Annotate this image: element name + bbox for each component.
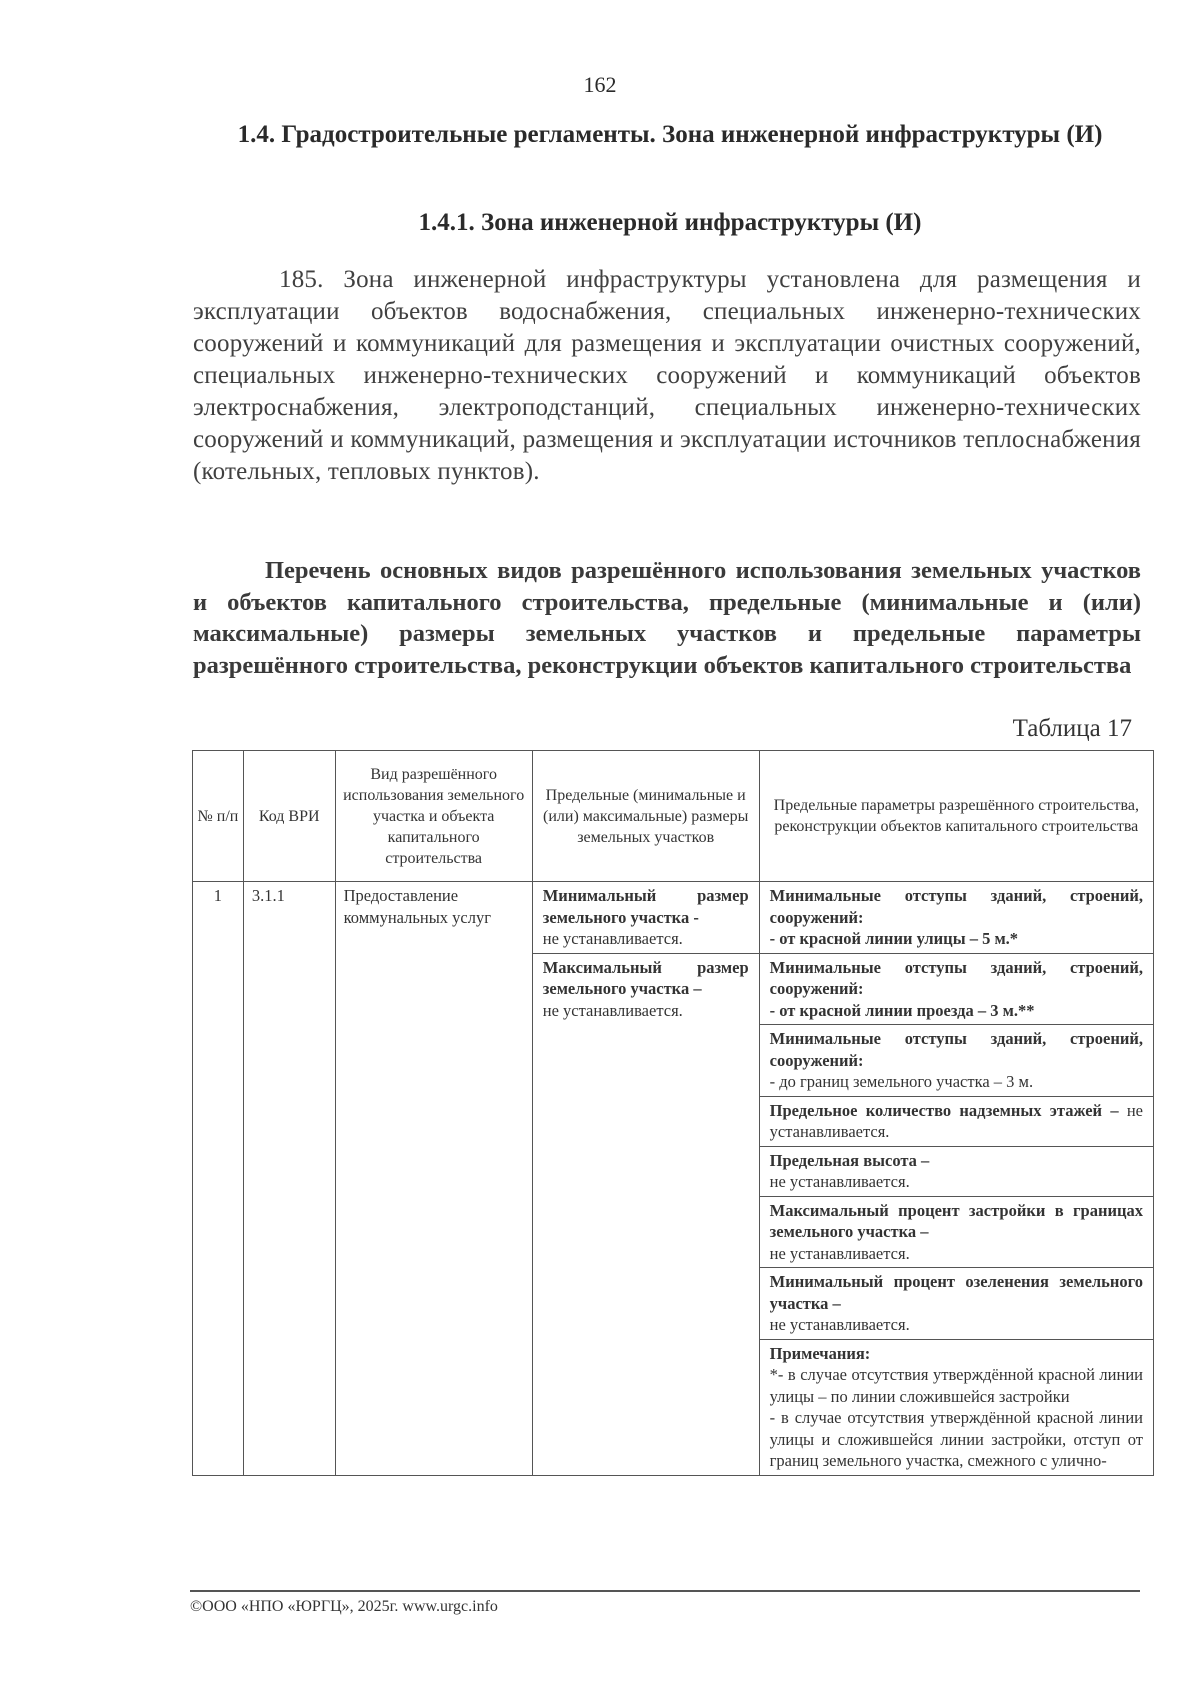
param-block-height bbox=[760, 1147, 1153, 1197]
params-cell bbox=[759, 882, 1153, 1476]
param-block-boundary bbox=[760, 1025, 1153, 1097]
param-label: Предельная высота – bbox=[769, 1150, 930, 1170]
param-block-floors bbox=[760, 1097, 1153, 1147]
param-label: Минимальный процент озеленения земельного участка – bbox=[769, 1272, 1143, 1313]
section-heading: 1.4. Градостроительные регламенты. Зона инженерной инфраструктуры (И) bbox=[237, 121, 1103, 148]
param-block-street bbox=[760, 882, 1153, 954]
table-header-row bbox=[193, 751, 1154, 882]
param-label: Минимальные отступы зданий, строений, сооружений: bbox=[769, 957, 1143, 998]
row-num: 1 bbox=[193, 882, 244, 1476]
table-caption: Таблица 17 bbox=[1012, 715, 1132, 742]
size-max-value: не устанавливается. bbox=[542, 1000, 683, 1020]
row-code: 3.1.1 bbox=[243, 882, 335, 1476]
subsection-heading: 1.4.1. Зона инженерной инфраструктуры (И) bbox=[418, 209, 922, 236]
param-block-coverage bbox=[760, 1197, 1153, 1269]
notes-text-1: *- в случае отсутствия утверждённой красной линии улицы – по линии сложившейся застройки bbox=[769, 1365, 1143, 1406]
header-params: Предельные параметры разрешённого строительства, реконструкции объектов капитального строительства bbox=[759, 751, 1153, 882]
param-value: - от красной линии проезда – 3 м.** bbox=[769, 1000, 1035, 1020]
size-max-label: Максимальный размер земельного участка – bbox=[542, 957, 749, 998]
size-min-label: Минимальный размер земельного участка - bbox=[542, 886, 749, 927]
param-value: не устанавливается. bbox=[769, 1100, 1143, 1141]
list-title: Перечень основных видов разрешённого использования земельных участков и объектов капитального строительства, предельные (минимальные и (или) максимальные) размеры земельных участков и предельные параметры разрешённого строительства, реконструкции объектов капитального строительства bbox=[193, 557, 1141, 679]
param-block-notes bbox=[760, 1340, 1153, 1475]
header-code: Код ВРИ bbox=[243, 751, 335, 882]
size-cell bbox=[532, 882, 759, 1476]
header-kind: Вид разрешённого использования земельного участка и объекта капитального строительства bbox=[335, 751, 532, 882]
param-block-passage bbox=[760, 954, 1153, 1026]
param-block-greening bbox=[760, 1268, 1153, 1340]
zone-description-paragraph: 185. Зона инженерной инфраструктуры установлена для размещения и эксплуатации объектов водоснабжения, специальных инженерно-технических сооружений и коммуникаций для размещения и эксплуатации очистных сооружений, специальных инженерно-технических сооружений и коммуникаций объектов электроснабжения, электроподстанций, специальных инженерно-технических сооружений и коммуникаций, размещения и эксплуатации источников теплоснабжения (котельных, тепловых пунктов). bbox=[193, 266, 1141, 485]
footer-divider bbox=[190, 1590, 1140, 1592]
param-label: Предельное количество надземных этажей – bbox=[769, 1100, 1119, 1120]
page-number: 162 bbox=[583, 72, 617, 97]
size-block-max bbox=[533, 954, 759, 1025]
param-value: - от красной линии улицы – 5 м.* bbox=[769, 929, 1019, 948]
footer-copyright: ©ООО «НПО «ЮРГЦ», 2025г. www.urgc.info bbox=[190, 1598, 498, 1615]
row-kind: Предоставление коммунальных услуг bbox=[335, 882, 532, 1476]
regulations-table bbox=[192, 750, 1154, 1476]
param-label: Минимальные отступы зданий, строений, сооружений: bbox=[769, 1029, 1143, 1070]
notes-title: Примечания: bbox=[769, 1343, 871, 1363]
param-value: не устанавливается. bbox=[769, 1315, 910, 1334]
param-label: Минимальные отступы зданий, строений, сооружений: bbox=[769, 886, 1143, 927]
param-value: не устанавливается. bbox=[769, 1243, 910, 1263]
param-value: - до границ земельного участка – 3 м. bbox=[769, 1072, 1034, 1091]
param-value: не устанавливается. bbox=[769, 1172, 910, 1191]
header-num: № п/п bbox=[193, 751, 244, 882]
size-min-value: не устанавливается. bbox=[542, 929, 683, 948]
size-block-min bbox=[533, 882, 759, 954]
table-row bbox=[193, 882, 1154, 1476]
param-label: Максимальный процент застройки в границах земельного участка – bbox=[769, 1200, 1143, 1241]
header-size: Предельные (минимальные и (или) максимальные) размеры земельных участков bbox=[532, 751, 759, 882]
notes-text-2: - в случае отсутствия утверждённой красной линии улицы и сложившейся линии застройки, отступ от границ земельного участка, смежного с улично- bbox=[769, 1408, 1143, 1470]
